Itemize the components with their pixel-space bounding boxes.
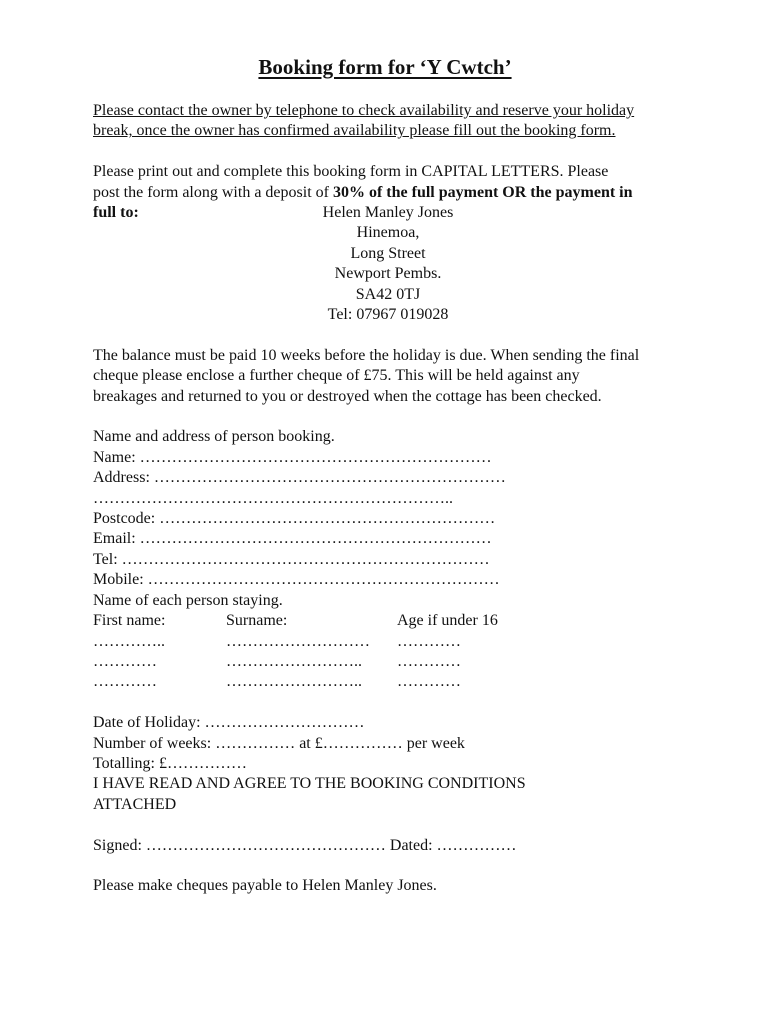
age-field[interactable]: ………… bbox=[397, 652, 461, 670]
form-heading: Name and address of person booking. bbox=[93, 428, 335, 446]
postcode-field[interactable]: Postcode: ……………………………………………………… bbox=[93, 510, 496, 528]
table-row bbox=[93, 672, 693, 692]
surname-field[interactable]: ……………………… bbox=[226, 632, 370, 650]
surname-field[interactable]: …………………….. bbox=[226, 673, 362, 691]
column-surname: Surname: bbox=[226, 612, 288, 630]
first-name-field[interactable]: ………… bbox=[93, 673, 157, 691]
name-field[interactable]: Name: ………………………………………………………… bbox=[93, 448, 492, 466]
signature-field[interactable]: Signed: ……………………………………… Dated: …………… bbox=[93, 836, 517, 854]
instructions-line-1: Please print out and complete this booking form in CAPITAL LETTERS. Please bbox=[93, 163, 609, 181]
surname-field[interactable]: …………………….. bbox=[226, 652, 362, 670]
instructions-line-2 bbox=[93, 183, 693, 203]
balance-line-2: cheque please enclose a further cheque of £75. This will be held against any bbox=[93, 367, 580, 385]
address-tel: Tel: 07967 019028 bbox=[327, 306, 449, 324]
instructions-line-2-text: post the form along with a deposit of bbox=[93, 183, 333, 201]
owner-name: Helen Manley Jones bbox=[322, 204, 454, 222]
address-postcode: SA42 0TJ bbox=[355, 285, 421, 303]
page-title: Booking form for ‘Y Cwtch’ bbox=[258, 55, 512, 79]
column-first-name: First name: bbox=[93, 612, 166, 630]
address-field-line-2[interactable]: ………………………………………………………….. bbox=[93, 489, 453, 507]
cheques-note: Please make cheques payable to Helen Manley Jones. bbox=[93, 877, 437, 895]
address-line-3: Newport Pembs. bbox=[334, 265, 442, 283]
balance-line-3: breakages and returned to you or destroyed when the cottage has been checked. bbox=[93, 387, 602, 405]
first-name-field[interactable]: ………… bbox=[93, 652, 157, 670]
address-line-1: Hinemoa, bbox=[356, 224, 420, 242]
address-line-2: Long Street bbox=[350, 244, 426, 262]
tel-field[interactable]: Tel: …………………………………………………………… bbox=[93, 550, 490, 568]
totalling-field[interactable]: Totalling: £…………… bbox=[93, 754, 247, 772]
form-content bbox=[93, 101, 693, 897]
instructions-line-3-bold: full to: bbox=[93, 204, 139, 222]
age-field[interactable]: ………… bbox=[397, 632, 461, 650]
table-row bbox=[93, 632, 693, 652]
persons-heading: Name of each person staying. bbox=[93, 591, 283, 609]
column-age: Age if under 16 bbox=[397, 612, 498, 630]
mobile-field[interactable]: Mobile: ………………………………………………………… bbox=[93, 571, 500, 589]
first-name-field[interactable]: ………….. bbox=[93, 632, 165, 650]
balance-line-1: The balance must be paid 10 weeks before the holiday is due. When sending the final bbox=[93, 346, 640, 364]
address-field[interactable]: Address: ………………………………………………………… bbox=[93, 469, 506, 487]
weeks-field[interactable]: Number of weeks: …………… at £…………… per week bbox=[93, 734, 465, 752]
persons-table-header bbox=[93, 611, 693, 631]
email-field[interactable]: Email: ………………………………………………………… bbox=[93, 530, 492, 548]
age-field[interactable]: ………… bbox=[397, 673, 461, 691]
intro-line-1: Please contact the owner by telephone to check availability and reserve your holiday bbox=[93, 102, 635, 119]
intro-line-2: break, once the owner has confirmed availability please fill out the booking form. bbox=[93, 122, 616, 140]
holiday-date-field[interactable]: Date of Holiday: ………………………… bbox=[93, 714, 365, 732]
table-row bbox=[93, 652, 693, 672]
agreement-line-2: ATTACHED bbox=[93, 795, 177, 813]
instructions-line-2-bold: 30% of the full payment OR the payment in bbox=[332, 183, 633, 201]
agreement-line-1: I HAVE READ AND AGREE TO THE BOOKING CONDITIONS bbox=[93, 775, 526, 793]
